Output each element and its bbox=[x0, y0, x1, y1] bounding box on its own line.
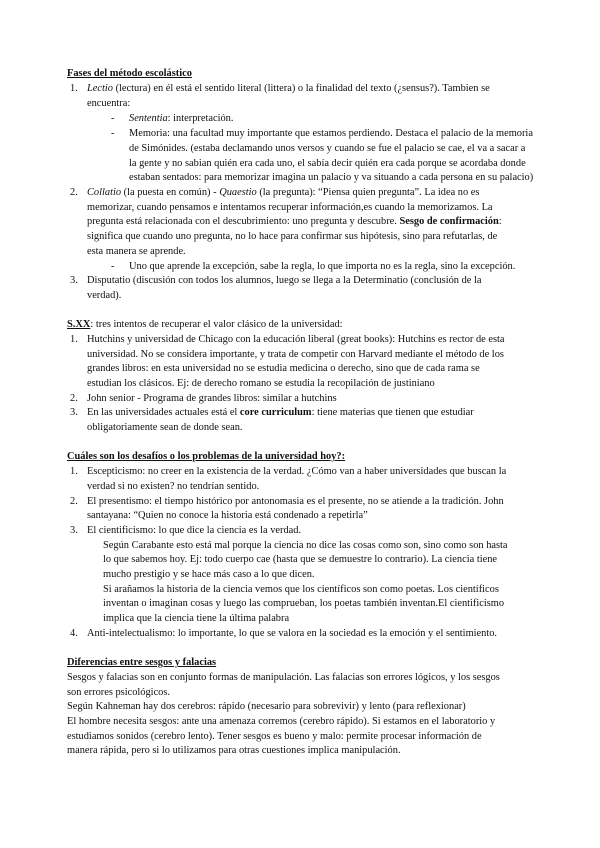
text-line: la gente y no sabian quién era cada uno, el sabía decir quién era cada porque se acordaba donde bbox=[129, 158, 526, 169]
section-heading-sxx bbox=[67, 317, 343, 332]
section-heading-fases: Fases del método escolástico bbox=[67, 68, 192, 79]
text-line: verdad). bbox=[87, 290, 122, 301]
list-item-presentismo: El presentismo: el tiempo histórico por antonomasia es el presente, no se atiende a la tradición. John bbox=[87, 496, 504, 507]
text-fragment: pregunta está relacionada con el descubrimiento: uno pregunta y descubre. bbox=[87, 216, 400, 227]
list-item-cientificismo: El cientificismo: lo que dice la ciencia es la verdad. bbox=[87, 525, 302, 536]
text-line: inventan o imaginan cosas y luego las comprueban, los poetas también inventan.El cientificismo bbox=[103, 598, 505, 609]
text-line: estudiamos sonidos (cerebro lento). Tener sesgos es bueno y malo: permite procesar información de bbox=[67, 731, 482, 742]
list-item-escepticismo: Escepticismo: no creer en la existencia de la verdad. ¿Cómo van a haber universidades que buscan la bbox=[87, 466, 507, 477]
text-line: universidad. No se considera importante, y trata de competir con Harvard mediante el método de los bbox=[87, 349, 504, 360]
text-line: estaban sentados: para memorizar imagina un palacio y va situando a cada persona en su palacio) bbox=[129, 172, 534, 183]
list-item-lectio bbox=[87, 81, 490, 96]
list-number: 1. bbox=[70, 83, 78, 94]
list-item-hutchins: Hutchins y universidad de Chicago con la educación liberal (great books): Hutchins es rector de esta bbox=[87, 334, 505, 345]
text-line: manera rápida, pero si lo utilizamos para otras cuestiones implica manipulación. bbox=[67, 745, 401, 756]
text-line: mucho prestigio y se hace más caso a lo que dicen. bbox=[103, 569, 315, 580]
section-heading-desafios: Cuáles son los desafíos o los problemas de la universidad hoy?: bbox=[67, 451, 346, 462]
text-fragment: (lectura) en él está el sentido literal (littera) o la finalidad del texto (¿sensus?). Tambien se bbox=[112, 83, 490, 94]
sub-item-excepcion: Uno que aprende la excepción, sabe la regla, lo que importa no es la regla, sino la excepción. bbox=[129, 261, 516, 272]
text-line: significa que cuando uno pregunta, no lo hace para confirmar sus hipótesis, sino para refutarlas, de bbox=[87, 231, 498, 242]
text-line: implica que la ciencia tiene la última palabra bbox=[103, 613, 290, 624]
term-lectio: Lectio bbox=[87, 83, 113, 94]
list-number: 2. bbox=[70, 496, 78, 507]
text-line: grandes libros: en esta universidad no se estudia medicina o derecho, sino que de cada rama se bbox=[87, 363, 480, 374]
sub-item-memoria: Memoria: una facultad muy importante que estamos perdiendo. Destaca el palacio de la memoria bbox=[129, 128, 533, 139]
text-line: lo que sabemos hoy. Ej: todo cuerpo cae (hasta que se demuestre lo contrario). La ciencia tiene bbox=[103, 554, 498, 565]
text-line: verdad si no existen? no tendrían sentido. bbox=[87, 481, 260, 492]
term-quaestio: Quaestio bbox=[219, 187, 257, 198]
list-number: 4. bbox=[70, 628, 78, 639]
text-line: Si arañamos la historia de la ciencia vemos que los científicos son como poetas. Los científicos bbox=[103, 584, 499, 595]
list-number: 1. bbox=[70, 466, 78, 477]
text-line: memorizar, cuando pensamos e intentamos recuperar información,es cuando la memorizamos. La bbox=[87, 202, 493, 213]
text-fragment: : interpretación. bbox=[167, 113, 234, 124]
text-fragment: : bbox=[498, 216, 502, 227]
text-line: de Simónides. (estaba declamando unos versos y cuando se fue el palacio se cae, el va a sacar a bbox=[129, 143, 526, 154]
list-item-disputatio: Disputatio (discusión con todos los alumnos, luego se llega a la Determinatio (conclusión de la bbox=[87, 275, 482, 286]
text-line: santayana: “Quien no conoce la historia está condenado a repetirla” bbox=[87, 510, 368, 521]
text-line: Sesgos y falacias son en conjunto formas de manipulación. Las falacias son errores lógicos, y los sesgos bbox=[67, 672, 500, 683]
term-sesgo-confirmacion: Sesgo de confirmación bbox=[399, 216, 499, 227]
list-item-anti-intelectualismo: Anti-intelectualismo: lo importante, lo que se valora en la sociedad es la emoción y el sentimiento. bbox=[87, 628, 498, 639]
term-core-curriculum: core curriculum bbox=[239, 407, 312, 418]
text-line: Según Kahneman hay dos cerebros: rápido (necesario para sobrevivir) y lento (para reflexionar) bbox=[67, 701, 466, 712]
text-line: son errores psicológicos. bbox=[67, 687, 171, 698]
text-fragment: (la pregunta): “Piensa quien pregunta”. La idea no es bbox=[256, 187, 480, 198]
text-fragment: : tres intentos de recuperar el valor clásico de la universidad: bbox=[90, 319, 343, 330]
text-fragment: : tiene materias que tienen que estudiar bbox=[311, 407, 474, 418]
list-item-john-senior: John senior - Programa de grandes libros: similar a hutchins bbox=[87, 393, 337, 404]
list-number: 2. bbox=[70, 187, 78, 198]
text-fragment: (la puesta en común) - bbox=[121, 187, 220, 198]
list-item-core-curriculum bbox=[87, 405, 474, 420]
dash-bullet: - bbox=[111, 128, 115, 139]
list-number: 2. bbox=[70, 393, 78, 404]
text-line: El hombre necesita sesgos: ante una amenaza corremos (cerebro rápido). Si estamos en el laboratorio y bbox=[67, 716, 496, 727]
text-line: encuentra: bbox=[87, 98, 131, 109]
list-item-collatio bbox=[87, 185, 479, 200]
text-line: Según Carabante esto está mal porque la ciencia no dice las cosas como son, sino como son hasta bbox=[103, 540, 508, 551]
text-line: estudian los clásicos. Ej: de derecho romano se estudia la recopilación de justiniano bbox=[87, 378, 435, 389]
heading-sxx: S.XX bbox=[67, 319, 91, 330]
text-line: esta manera se aprende. bbox=[87, 246, 186, 257]
text-fragment: En las universidades actuales está el bbox=[87, 407, 240, 418]
dash-bullet: - bbox=[111, 261, 115, 272]
term-collatio: Collatio bbox=[87, 187, 122, 198]
dash-bullet: - bbox=[111, 113, 115, 124]
list-number: 3. bbox=[70, 275, 78, 286]
sub-item-sententia bbox=[129, 111, 233, 126]
list-number: 3. bbox=[70, 525, 78, 536]
list-number: 1. bbox=[70, 334, 78, 345]
section-heading-sesgos: Diferencias entre sesgos y falacias bbox=[67, 657, 217, 668]
text-line: obligatoriamente sean de donde sean. bbox=[87, 422, 243, 433]
list-number: 3. bbox=[70, 407, 78, 418]
term-sententia: Sententia bbox=[129, 113, 168, 124]
text-line bbox=[87, 214, 502, 229]
